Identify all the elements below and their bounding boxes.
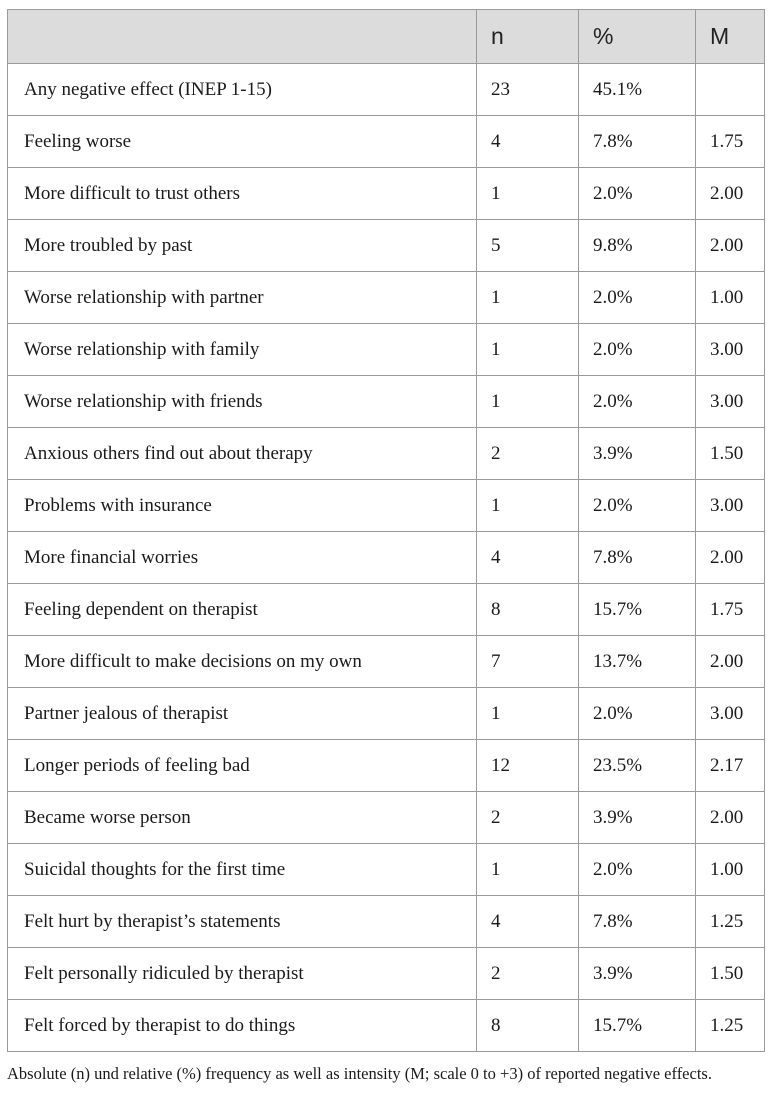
table-row [8,1000,765,1052]
table-row [8,428,765,480]
cell-n: 2 [477,428,579,480]
cell-m: 2.00 [696,532,765,584]
table-row [8,220,765,272]
cell-percent: 7.8% [579,896,696,948]
cell-item: Feeling dependent on therapist [8,584,477,636]
table-row [8,896,765,948]
negative-effects-table-container [7,9,764,1052]
cell-m: 2.00 [696,168,765,220]
table-caption: Absolute (n) und relative (%) frequency as well as intensity (M; scale 0 to +3) of reported negative effects. [7,1064,712,1083]
cell-percent: 2.0% [579,168,696,220]
cell-percent: 13.7% [579,636,696,688]
cell-m: 3.00 [696,480,765,532]
table-row [8,844,765,896]
table-row [8,376,765,428]
cell-m: 2.00 [696,792,765,844]
cell-m: 1.50 [696,428,765,480]
table-row [8,532,765,584]
cell-item: Problems with insurance [8,480,477,532]
cell-percent: 23.5% [579,740,696,792]
negative-effects-table [7,9,765,1052]
cell-n: 8 [477,584,579,636]
cell-percent: 45.1% [579,64,696,116]
cell-n: 1 [477,480,579,532]
cell-m: 1.25 [696,896,765,948]
cell-n: 1 [477,376,579,428]
table-row [8,584,765,636]
table-body [8,64,765,1052]
table-row [8,480,765,532]
table-row [8,168,765,220]
cell-n: 7 [477,636,579,688]
cell-percent: 2.0% [579,480,696,532]
cell-m [696,64,765,116]
header-percent: % [579,10,696,64]
cell-item: Suicidal thoughts for the first time [8,844,477,896]
cell-m: 3.00 [696,376,765,428]
cell-m: 1.75 [696,584,765,636]
table-header-row [8,10,765,64]
table-row [8,688,765,740]
cell-n: 4 [477,896,579,948]
cell-m: 1.25 [696,1000,765,1052]
cell-n: 8 [477,1000,579,1052]
cell-item: More difficult to make decisions on my own [8,636,477,688]
cell-m: 2.00 [696,220,765,272]
cell-m: 1.00 [696,844,765,896]
cell-percent: 7.8% [579,532,696,584]
cell-item: Anxious others find out about therapy [8,428,477,480]
cell-item: More financial worries [8,532,477,584]
cell-item: Felt personally ridiculed by therapist [8,948,477,1000]
cell-m: 3.00 [696,324,765,376]
cell-m: 1.00 [696,272,765,324]
table-row [8,64,765,116]
cell-item: Worse relationship with friends [8,376,477,428]
table-row [8,948,765,1000]
cell-n: 1 [477,688,579,740]
cell-percent: 2.0% [579,844,696,896]
cell-percent: 3.9% [579,792,696,844]
cell-n: 4 [477,532,579,584]
cell-m: 2.00 [696,636,765,688]
cell-item: Felt hurt by therapist’s statements [8,896,477,948]
cell-percent: 3.9% [579,428,696,480]
cell-n: 1 [477,844,579,896]
cell-m: 1.50 [696,948,765,1000]
cell-percent: 7.8% [579,116,696,168]
table-row [8,740,765,792]
table-row [8,272,765,324]
table-row [8,116,765,168]
cell-n: 4 [477,116,579,168]
cell-item: Worse relationship with partner [8,272,477,324]
cell-percent: 15.7% [579,584,696,636]
cell-n: 1 [477,272,579,324]
cell-item: Partner jealous of therapist [8,688,477,740]
cell-item: Feeling worse [8,116,477,168]
cell-percent: 2.0% [579,688,696,740]
cell-n: 23 [477,64,579,116]
cell-n: 12 [477,740,579,792]
cell-n: 2 [477,948,579,1000]
header-m: M [696,10,765,64]
cell-item: Worse relationship with family [8,324,477,376]
cell-m: 2.17 [696,740,765,792]
header-item [8,10,477,64]
table-row [8,636,765,688]
cell-percent: 2.0% [579,324,696,376]
cell-n: 1 [477,324,579,376]
cell-m: 1.75 [696,116,765,168]
table-row [8,792,765,844]
cell-percent: 9.8% [579,220,696,272]
cell-m: 3.00 [696,688,765,740]
cell-item: Any negative effect (INEP 1-15) [8,64,477,116]
cell-percent: 15.7% [579,1000,696,1052]
table-row [8,324,765,376]
cell-percent: 2.0% [579,376,696,428]
cell-n: 2 [477,792,579,844]
cell-item: Became worse person [8,792,477,844]
cell-n: 1 [477,168,579,220]
cell-item: More difficult to trust others [8,168,477,220]
header-n: n [477,10,579,64]
cell-item: Felt forced by therapist to do things [8,1000,477,1052]
cell-item: Longer periods of feeling bad [8,740,477,792]
cell-n: 5 [477,220,579,272]
cell-percent: 2.0% [579,272,696,324]
cell-item: More troubled by past [8,220,477,272]
cell-percent: 3.9% [579,948,696,1000]
